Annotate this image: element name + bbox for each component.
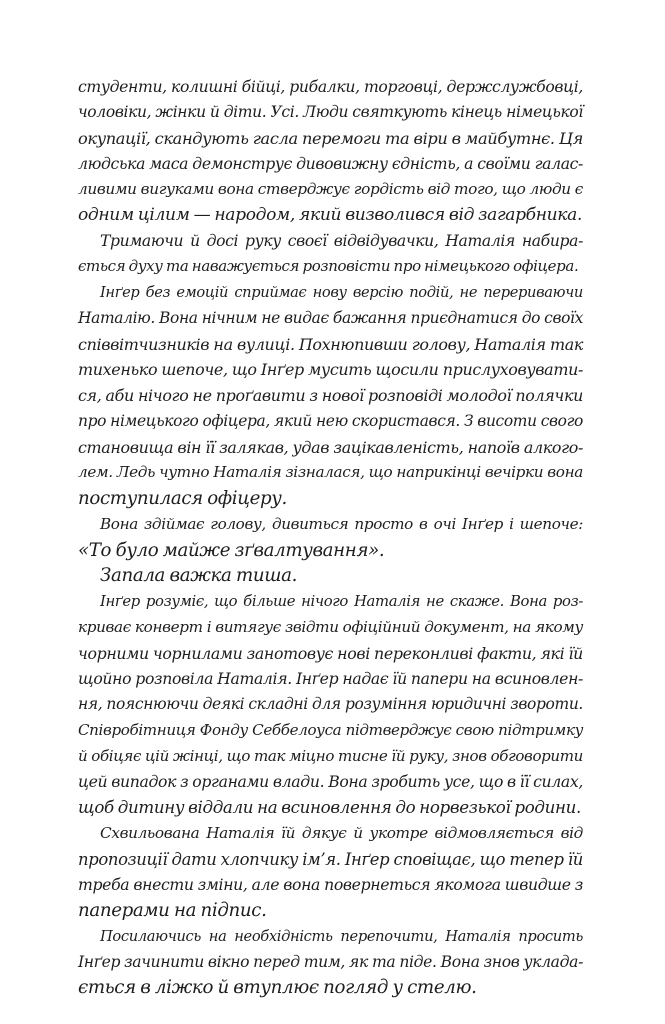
text-line: Посилаючись на необхідність перепочити, Наталія просить: [100, 927, 583, 945]
paragraph-1: [78, 74, 583, 229]
text-line: студенти, колишні бійці, рибалки, торговці, держслужбовці,: [78, 77, 583, 96]
text-line: щойно розповіла Наталія. Інґер надає їй папери на всиновлен-: [78, 669, 583, 689]
text-line: Інґер без емоцій сприймає нову версію подій, не перериваючи: [100, 284, 583, 301]
text-line: ся, аби нічого не проґавити з нової розповіді молодої полячки: [78, 386, 583, 405]
text-line: одним цілим — народом, який визволився від загарбника.: [78, 204, 583, 225]
paragraph-7: [78, 821, 583, 924]
text-line: чорними чорнилами занотовує нові переконливі факти, які їй: [78, 643, 583, 663]
text-line: Вона здіймає голову, дивиться просто в очі Інґер і шепоче:: [100, 514, 583, 533]
text-line: цей випадок з органами влади. Вона зробить усе, що в її силах,: [78, 772, 583, 792]
text-line: ливими вигуками вона стверджує гордість від того, що люди є: [78, 180, 583, 198]
text-line: Схвильована Наталія їй дякує й укотре відмовляється від: [100, 823, 583, 842]
text-line: й обіцяє цій жінці, що так міцно тисне їй руку, знов обговорити: [78, 746, 583, 765]
text-line: щоб дитину віддали на всиновлення до норвезької родини.: [78, 798, 582, 817]
text-line: Тримаючи й досі руку своєї відвідувачки, Наталія набира-: [100, 231, 583, 250]
text-line: окупації, скандують гасла перемоги та віри в майбутнє. Ця: [78, 128, 583, 148]
text-line: ня, пояснюючи деякі складні для розуміння юридичні звороти.: [78, 695, 583, 713]
text-line: «То було майже зґвалтування».: [78, 539, 385, 561]
text-line: треба внести зміни, але вона повернеться якомога швидше з: [78, 875, 583, 895]
book-page-text: [78, 74, 583, 1001]
paragraph-5: [78, 563, 583, 589]
text-line: чоловіки, жінки й діти. Усі. Люди святкують кінець німецької: [78, 102, 583, 121]
text-line: Наталію. Вона нічним не видає бажання приєднатися до своїх: [78, 308, 583, 327]
text-line: лем. Ледь чутно Наталія зізналася, що наприкінці вечірки вона: [78, 463, 583, 482]
text-line: Співробітниця Фонду Себбелоуса підтверджує свою підтримку: [78, 720, 583, 739]
text-line: становища він її залякав, удав зацікавленість, напоїв алкого-: [78, 437, 583, 457]
text-line: Інґер розуміє, що більше нічого Наталія не скаже. Вона роз-: [100, 593, 583, 610]
paragraph-8: [78, 924, 583, 1001]
paragraph-2: [78, 229, 583, 281]
text-line: паперами на підпис.: [78, 900, 267, 921]
text-line: пропозиції дати хлопчику ім’я. Інґер сповіщає, що тепер їй: [78, 849, 583, 869]
text-line: про німецького офіцера, який нею скористався. З висоти свого: [78, 411, 583, 430]
text-line: співвітчизників на вулиці. Похнюпивши голову, Наталія так: [78, 334, 583, 354]
text-line: поступилася офіцеру.: [78, 488, 287, 509]
text-line: Інґер зачинити вікно перед тим, як та піде. Вона знов уклада-: [78, 952, 583, 971]
text-line: криває конверт і витягує звідти офіційний документ, на якому: [78, 617, 583, 636]
text-line: тихенько шепоче, що Інґер мусить щосили прислуховувати-: [78, 360, 583, 380]
text-line: ється в ліжко й втуплює погляд у стелю.: [78, 977, 477, 999]
text-line: Запала важка тиша.: [100, 565, 298, 587]
text-line: ється духу та наважується розповісти про німецького офіцера.: [78, 257, 579, 276]
paragraph-4: [78, 512, 583, 564]
paragraph-6: [78, 589, 583, 821]
text-line: людська маса демонструє дивовижну єдність, а своїми галас-: [78, 154, 583, 174]
paragraph-3: [78, 280, 583, 512]
